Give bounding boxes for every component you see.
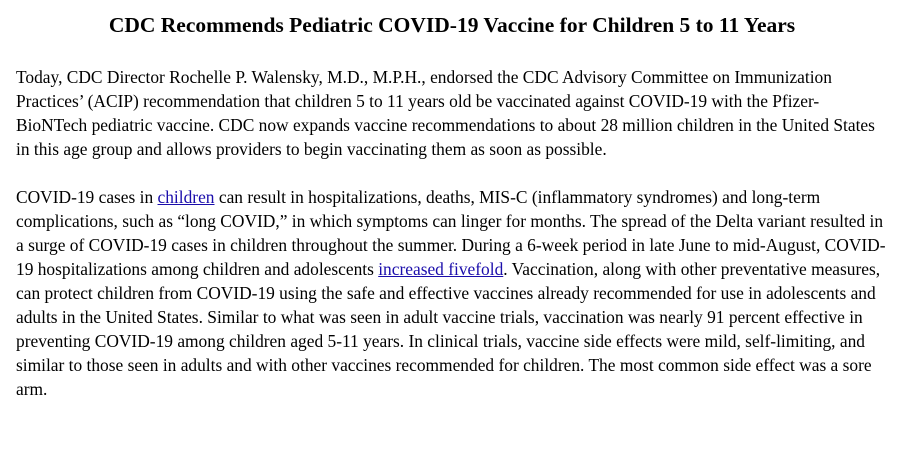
paragraph-details bbox=[16, 185, 888, 401]
increased-fivefold-link[interactable]: increased fivefold bbox=[378, 259, 504, 279]
paragraph-details-text-middle: can result in hospitalizations, deaths, MIS-C (inflammatory syndromes) and long-term complications, such as “long COVID,” in which symptoms can linger for months. The spread of the Delta variant resulted in a surge of COVID-19 cases in children throughout the summer. During a 6-week period in late June to mid-August, COVID-19 hospitalizations among children and adolescents bbox=[16, 187, 886, 279]
paragraph-details-text-start: COVID-19 cases in bbox=[16, 187, 158, 207]
paragraph-details-text-end: . Vaccination, along with other preventative measures, can protect children from COVID-19 using the safe and effective vaccines already recommended for use in adolescents and adults in the United States. Similar to what was seen in adult vaccine trials, vaccination was nearly 91 percent effective in preventing COVID-19 among children aged 5-11 years. In clinical trials, vaccine side effects were mild, self-limiting, and similar to those seen in adults and with other vaccines recommended for children. The most common side effect was a sore arm. bbox=[16, 259, 881, 399]
paragraph-intro: Today, CDC Director Rochelle P. Walensky, M.D., M.P.H., endorsed the CDC Advisory Committee on Immunization Practices’ (ACIP) recommendation that children 5 to 11 years old be vaccinated against COVID-19 with the Pfizer-BioNTech pediatric vaccine. CDC now expands vaccine recommendations to about 28 million children in the United States in this age group and allows providers to begin vaccinating them as soon as possible. bbox=[16, 67, 875, 159]
children-link[interactable]: children bbox=[157, 187, 215, 207]
article-title: CDC Recommends Pediatric COVID-19 Vaccine for Children 5 to 11 Years bbox=[108, 13, 796, 37]
